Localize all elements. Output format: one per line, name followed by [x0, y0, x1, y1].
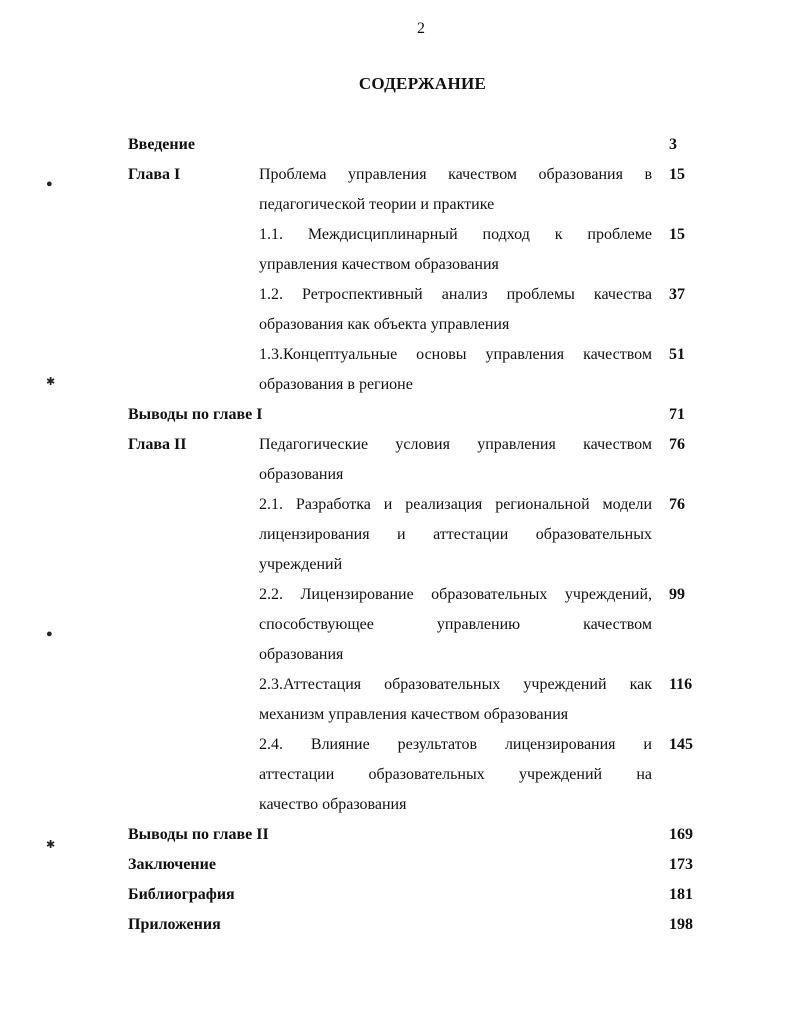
toc-text-line: 1.2. Ретроспективный анализ проблемы качества	[259, 286, 652, 303]
toc-entry-page: 3	[669, 136, 677, 153]
toc-text-line: 1.1. Междисциплинарный подход к проблеме	[259, 226, 652, 243]
toc-entry-text	[259, 670, 652, 730]
toc-entry-conclusions-chapter-2	[128, 820, 703, 850]
toc-entry-section-1-2	[128, 280, 703, 340]
toc-entry-label: Выводы по главе I	[128, 406, 263, 423]
toc-entry-page: 99	[669, 586, 685, 603]
toc-entry-label: Заключение	[128, 856, 216, 873]
toc-text-line: образования	[259, 646, 344, 663]
toc-entry-label: Введение	[128, 136, 195, 153]
toc-text-line: педагогической теории и практике	[259, 196, 495, 213]
scan-speck: ●	[46, 628, 53, 640]
toc-entry-page: 51	[669, 346, 685, 363]
toc-entry-text	[259, 580, 652, 670]
toc-entry-section-2-2	[128, 580, 703, 670]
toc-text-line: способствующее управлению качеством	[259, 616, 652, 633]
toc-entry-conclusion	[128, 850, 703, 880]
toc-entry-conclusions-chapter-1	[128, 400, 703, 430]
toc-entry-chapter-1	[128, 160, 703, 220]
toc-entry-page: 76	[669, 436, 685, 453]
toc-text-line: 2.3.Аттестация образовательных учреждений как	[259, 676, 652, 693]
toc-entry-section-2-4	[128, 730, 703, 820]
toc-entry-chapter-2	[128, 430, 703, 490]
toc-entry-page: 169	[669, 826, 693, 843]
toc-entry-section-1-3	[128, 340, 703, 400]
toc-title: СОДЕРЖАНИЕ	[358, 74, 487, 93]
toc-entry-label: Глава II	[128, 436, 187, 453]
toc-entry-page: 15	[669, 166, 685, 183]
toc-entry-text	[259, 340, 652, 400]
toc-entry-page: 71	[669, 406, 685, 423]
toc-text-line: образования как объекта управления	[259, 316, 510, 333]
toc-entry-page: 76	[669, 496, 685, 513]
toc-entry-text	[259, 280, 652, 340]
table-of-contents	[128, 130, 703, 940]
toc-entry-appendices	[128, 910, 703, 940]
toc-text-line: аттестации образовательных учреждений на	[259, 766, 652, 783]
toc-entry-text	[259, 730, 652, 820]
toc-entry-page: 198	[669, 916, 693, 933]
toc-entry-label: Библиография	[128, 886, 235, 903]
scan-speck: ✱	[46, 376, 56, 388]
toc-text-line: механизм управления качеством образования	[259, 706, 569, 723]
toc-text-line: управления качеством образования	[259, 256, 499, 273]
scan-speck: ●	[46, 178, 53, 190]
toc-text-line: 2.1. Разработка и реализация региональной модели	[259, 496, 652, 513]
toc-entry-page: 15	[669, 226, 685, 243]
toc-entry-bibliography	[128, 880, 703, 910]
toc-entry-section-2-3	[128, 670, 703, 730]
toc-text-line: Проблема управления качеством образования в	[259, 166, 652, 183]
toc-entry-section-1-1	[128, 220, 703, 280]
toc-text-line: Педагогические условия управления качеством	[259, 436, 652, 453]
toc-text-line: лицензирования и аттестации образовательных	[259, 526, 652, 543]
toc-entry-label: Приложения	[128, 916, 221, 933]
toc-text-line: учреждений	[259, 556, 343, 573]
toc-text-line: качество образования	[259, 796, 407, 813]
toc-entry-page: 37	[669, 286, 685, 303]
toc-entry-text	[259, 220, 652, 280]
toc-entry-page: 116	[669, 676, 693, 693]
toc-entry-section-2-1	[128, 490, 703, 580]
toc-entry-text	[259, 430, 652, 490]
toc-text-line: образования в регионе	[259, 376, 413, 393]
toc-entry-page: 181	[669, 886, 693, 903]
toc-text-line: 2.2. Лицензирование образовательных учреждений,	[259, 586, 652, 603]
scan-speck: ✱	[46, 839, 56, 851]
toc-entry-label: Глава I	[128, 166, 181, 183]
toc-entry-page: 145	[669, 736, 693, 753]
toc-text-line: 1.3.Концептуальные основы управления качеством	[259, 346, 652, 363]
toc-entry-text	[259, 490, 652, 580]
toc-entry-page: 173	[669, 856, 693, 873]
toc-entry-text	[259, 160, 652, 220]
toc-entry-introduction	[128, 130, 703, 160]
toc-entry-label: Выводы по главе II	[128, 826, 269, 843]
toc-text-line: образования	[259, 466, 344, 483]
page-number: 2	[417, 20, 425, 37]
toc-text-line: 2.4. Влияние результатов лицензирования и	[259, 736, 652, 753]
